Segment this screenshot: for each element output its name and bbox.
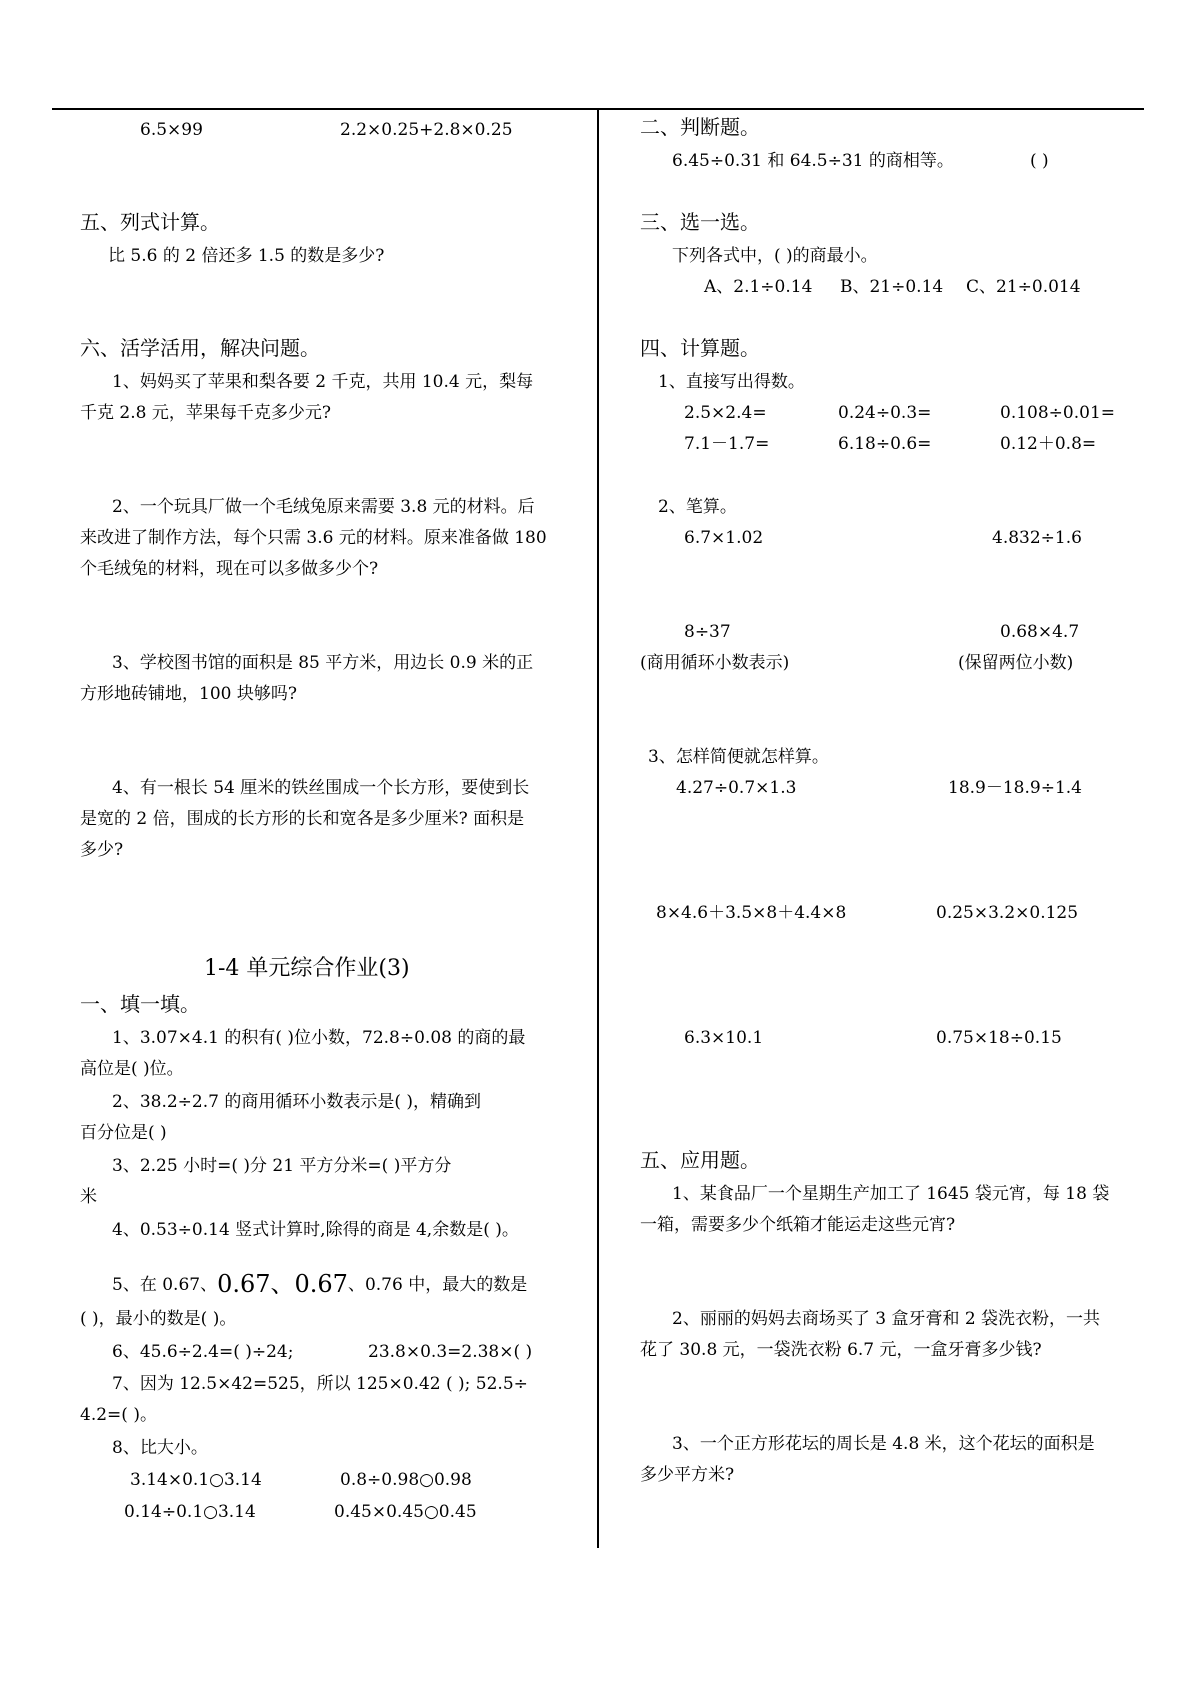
calc-item: 0.68×4.7 [1000,622,1080,642]
problem-line: 个毛绒兔的材料，现在可以多做多少个? [80,559,379,579]
compare-item: 0.45×0.45○0.45 [334,1502,477,1522]
calc-note: (保留两位小数) [958,653,1074,673]
problem-line: 方形地砖铺地，100 块够吗? [80,684,297,704]
question-line: 23.8×0.3=2.38×( ) [368,1342,533,1362]
option-a: A、2.1÷0.14 [704,277,813,297]
calc-note: (商用循环小数表示) [640,653,790,673]
problem-line: 2、丽丽的妈妈去商场买了 3 盒牙膏和 2 袋洗衣粉，一共 [672,1309,1101,1329]
calc-item: 2.2×0.25+2.8×0.25 [340,120,513,140]
problem-line: 1、妈妈买了苹果和梨各要 2 千克，共用 10.4 元，梨每 [112,372,534,392]
question-line: 3、2.25 小时=( )分 21 平方分米=( )平方分 [112,1156,452,1176]
q5-separator: 、 [270,1270,295,1298]
calc-item: 6.7×1.02 [684,528,764,548]
section-heading: 二、判断题。 [640,115,760,139]
repeating-decimal-1: 0.67 [217,1270,271,1298]
question-line [112,1270,528,1298]
calc-item: 6.18÷0.6= [838,434,932,454]
section-heading: 五、应用题。 [640,1148,760,1172]
calc-item: 0.24÷0.3= [838,403,932,423]
calc-item: 6.5×99 [140,120,203,140]
calc-item: 2.5×2.4= [684,403,767,423]
calc-item: 0.108÷0.01= [1000,403,1116,423]
repeating-decimal-2: 0.67 [294,1270,348,1298]
problem-line: 来改进了制作方法，每个只需 3.6 元的材料。原来准备做 180 [80,528,547,548]
question-line: 7、因为 12.5×42=525，所以 125×0.42 ( ); 52.5÷ [112,1374,528,1394]
question-line: 米 [80,1187,97,1207]
calc-item: 0.25×3.2×0.125 [936,903,1079,923]
compare-item: 3.14×0.1○3.14 [130,1470,262,1490]
section-heading: 四、计算题。 [640,336,760,360]
question-line: 6、45.6÷2.4=( )÷24; [112,1342,294,1362]
sub-heading: 3、怎样简便就怎样算。 [648,747,829,767]
section-heading: 三、选一选。 [640,210,760,234]
calc-item: 4.832÷1.6 [992,528,1082,548]
compare-item: 0.8÷0.98○0.98 [340,1470,472,1490]
question-line: 2、38.2÷2.7 的商用循环小数表示是( )，精确到 [112,1092,482,1112]
section-heading: 一、填一填。 [80,992,200,1016]
calc-item: 7.1－1.7= [684,434,770,454]
problem-line: 2、一个玩具厂做一个毛绒兔原来需要 3.8 元的材料。后 [112,497,535,517]
problem-line: 多少平方米? [640,1465,735,1485]
compare-item: 0.14÷0.1○3.14 [124,1502,256,1522]
question-line: ( )，最小的数是( )。 [80,1309,237,1329]
question-line: 4、0.53÷0.14 竖式计算时,除得的商是 4,余数是( )。 [112,1220,519,1240]
column-divider [597,108,599,1548]
question-line: 4.2=( )。 [80,1405,157,1425]
question-text: 6.45÷0.31 和 64.5÷31 的商相等。 [672,151,954,171]
calc-item: 6.3×10.1 [684,1028,764,1048]
option-b: B、21÷0.14 [840,277,944,297]
section-heading: 五、列式计算。 [80,210,220,234]
question-line: 8、比大小。 [112,1438,208,1458]
calc-item: 8×4.6＋3.5×8＋4.4×8 [656,903,847,923]
problem-line: 1、某食品厂一个星期生产加工了 1645 袋元宵，每 18 袋 [672,1184,1110,1204]
problem-line: 3、一个正方形花坛的周长是 4.8 米，这个花坛的面积是 [672,1434,1095,1454]
question-line: 高位是( )位。 [80,1059,184,1079]
question-text: 比 5.6 的 2 倍还多 1.5 的数是多少? [108,246,385,266]
calc-item: 0.75×18÷0.15 [936,1028,1062,1048]
sub-heading: 2、笔算。 [658,497,737,517]
calc-item: 18.9－18.9÷1.4 [948,778,1082,798]
problem-line: 4、有一根长 54 厘米的铁丝围成一个长方形，要使到长 [112,778,530,798]
problem-line: 多少? [80,840,124,860]
section-heading: 六、活学活用，解决问题。 [80,336,320,360]
problem-line: 花了 30.8 元，一袋洗衣粉 6.7 元，一盒牙膏多少钱? [640,1340,1042,1360]
problem-line: 是宽的 2 倍，围成的长方形的长和宽各是多少厘米? 面积是 [80,809,525,829]
q5-suffix: 、0.76 中，最大的数是 [347,1275,528,1295]
unit-title: 1-4 单元综合作业(3) [204,956,410,981]
calc-item: 4.27÷0.7×1.3 [676,778,797,798]
calc-item: 0.12＋0.8= [1000,434,1097,454]
question-text: 下列各式中，( )的商最小。 [672,246,878,266]
q5-prefix: 5、在 0.67、 [112,1275,218,1295]
answer-paren: ( ) [1030,151,1049,171]
sub-heading: 1、直接写出得数。 [658,372,805,392]
question-line: 1、3.07×4.1 的积有( )位小数，72.8÷0.08 的商的最 [112,1028,526,1048]
calc-item: 8÷37 [684,622,731,642]
question-line: 百分位是( ) [80,1123,167,1143]
option-c: C、21÷0.014 [966,277,1081,297]
problem-line: 一箱，需要多少个纸箱才能运走这些元宵? [640,1215,956,1235]
problem-line: 3、学校图书馆的面积是 85 平方米，用边长 0.9 米的正 [112,653,534,673]
problem-line: 千克 2.8 元，苹果每千克多少元? [80,403,331,423]
